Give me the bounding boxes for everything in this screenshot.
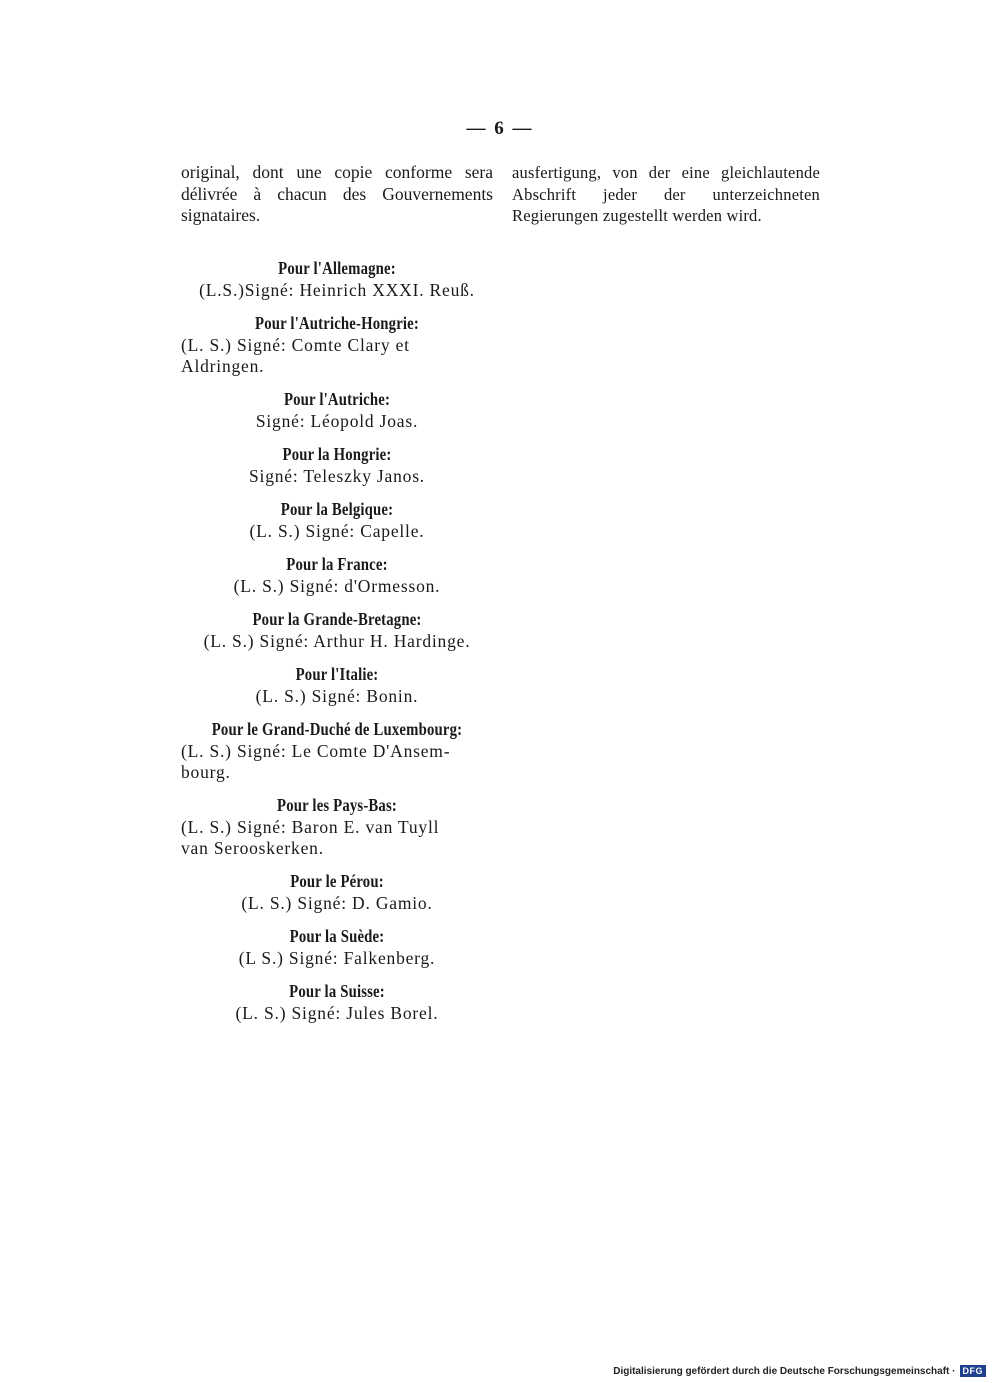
dfg-logo-icon: DFG bbox=[960, 1365, 987, 1377]
country-heading: Pour la Belgique: bbox=[280, 498, 394, 519]
digitization-footer bbox=[613, 1365, 986, 1377]
signature-list bbox=[181, 257, 493, 1024]
french-paragraph: original, dont une copie conforme sera délivrée à chacun des Gouvernements signataires. bbox=[181, 162, 493, 225]
signer-line: (L.S.)Signé: Heinrich XXXI. Reuß. bbox=[199, 279, 475, 300]
country-heading: Pour l'Autriche-Hongrie: bbox=[255, 312, 419, 333]
signature-block bbox=[181, 980, 493, 1024]
country-heading: Pour l'Allemagne: bbox=[278, 257, 396, 278]
signer-line: (L. S.) Signé: Bonin. bbox=[255, 685, 419, 706]
signer-line: (L. S.) Signé: Arthur H. Hardinge. bbox=[203, 630, 471, 651]
country-heading: Pour l'Autriche: bbox=[283, 388, 391, 409]
country-heading: Pour la Suède: bbox=[289, 925, 385, 946]
signer-text: (L. S.) Signé: Comte Clary et bbox=[181, 334, 410, 355]
signature-block bbox=[181, 257, 493, 301]
country-heading: Pour le Pérou: bbox=[290, 870, 384, 891]
country-heading: Pour la France: bbox=[286, 553, 388, 574]
signer-line bbox=[181, 335, 493, 377]
signature-block bbox=[181, 925, 493, 969]
signer-text: (L. S.) Signé: Le Comte D'Ansem- bbox=[181, 740, 451, 761]
signer-line: (L S.) Signé: Falkenberg. bbox=[238, 947, 436, 968]
german-column bbox=[512, 162, 820, 227]
signer-line: (L. S.) Signé: Capelle. bbox=[249, 520, 425, 541]
german-paragraph: ausfertigung, von der eine gleichlautende Abschrift jeder der unterzeichneten Regierungen zugestellt werden wird. bbox=[512, 163, 820, 225]
signature-block bbox=[181, 718, 493, 783]
signer-text: (L. S.) Signé: Baron E. van Tuyll bbox=[181, 816, 440, 837]
signature-block bbox=[181, 870, 493, 914]
country-heading: Pour l'Italie: bbox=[295, 663, 379, 684]
country-heading: Pour la Grande-Bretagne: bbox=[252, 608, 422, 629]
french-column bbox=[181, 162, 493, 1035]
signer-line: Signé: Teleszky Janos. bbox=[249, 465, 425, 486]
signer-continuation: van Serooskerken. bbox=[181, 837, 324, 858]
signature-block bbox=[181, 663, 493, 707]
signer-line: Signé: Léopold Joas. bbox=[255, 410, 419, 431]
country-heading: Pour la Hongrie: bbox=[282, 443, 392, 464]
country-heading: Pour les Pays-Bas: bbox=[277, 794, 397, 815]
signature-block bbox=[181, 312, 493, 377]
signature-block bbox=[181, 608, 493, 652]
signer-continuation: bourg. bbox=[181, 761, 231, 782]
signature-block bbox=[181, 794, 493, 859]
page-number: — 6 — bbox=[466, 118, 534, 139]
signature-block bbox=[181, 443, 493, 487]
signer-line: (L. S.) Signé: D. Gamio. bbox=[241, 892, 433, 913]
country-heading: Pour la Suisse: bbox=[289, 980, 385, 1001]
signer-line bbox=[181, 817, 493, 859]
signature-block bbox=[181, 388, 493, 432]
signer-continuation: Aldringen. bbox=[181, 355, 265, 376]
signer-line: (L. S.) Signé: d'Ormesson. bbox=[233, 575, 441, 596]
signer-line: (L. S.) Signé: Jules Borel. bbox=[235, 1002, 439, 1023]
signature-block bbox=[181, 498, 493, 542]
country-heading: Pour le Grand-Duché de Luxembourg: bbox=[211, 718, 463, 739]
signature-block bbox=[181, 553, 493, 597]
footer-text: Digitalisierung gefördert durch die Deutsche Forschungsgemeinschaft · bbox=[613, 1365, 956, 1377]
signer-line bbox=[181, 741, 493, 783]
